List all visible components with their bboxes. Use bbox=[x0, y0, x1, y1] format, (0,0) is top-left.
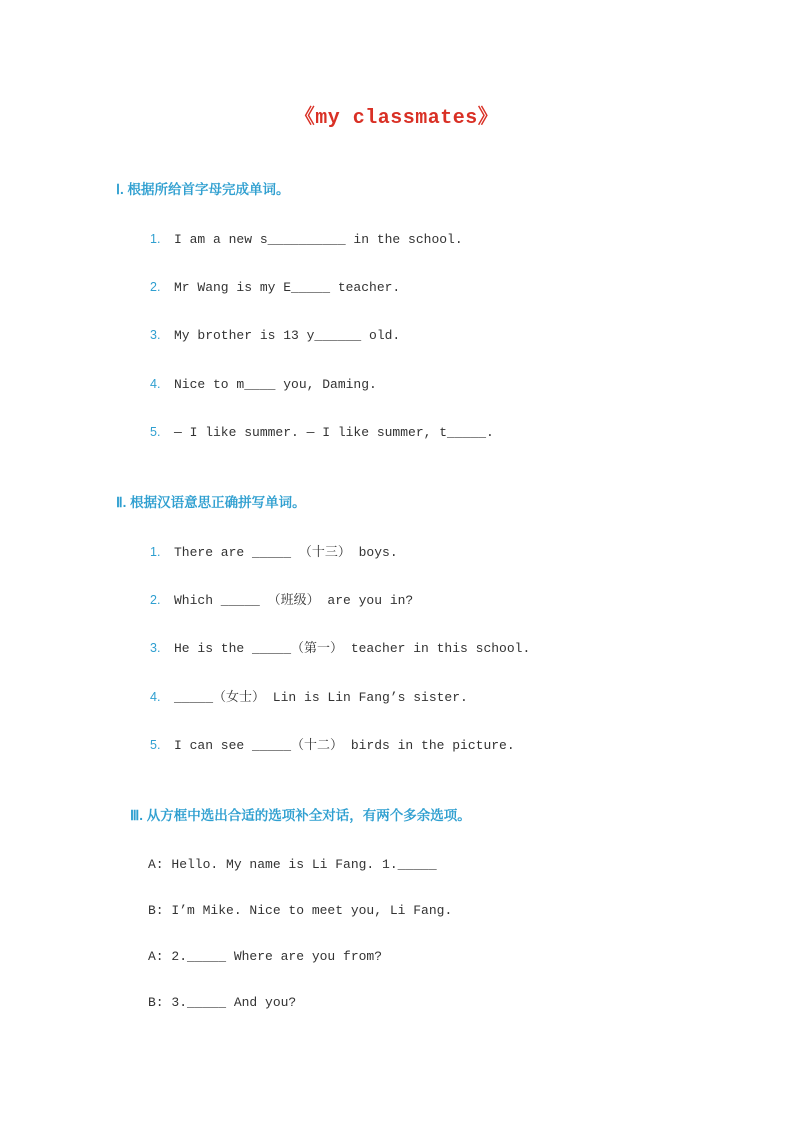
item-text: There are _____ （十三） boys. bbox=[174, 544, 398, 560]
item-number: 1. bbox=[150, 544, 161, 559]
item-number: 5. bbox=[150, 424, 161, 439]
item-text: Mr Wang is my E_____ teacher. bbox=[174, 280, 401, 296]
list-item bbox=[60, 544, 733, 562]
section-heading-1: Ⅰ. 根据所给首字母完成单词。 bbox=[116, 182, 290, 197]
item-number: 2. bbox=[150, 593, 161, 608]
section-heading-2: Ⅱ. 根据汉语意思正确拼写单词。 bbox=[116, 494, 306, 510]
dialog-line: B: I’m Mike. Nice to meet you, Li Fang. bbox=[148, 902, 453, 918]
list-item bbox=[60, 689, 733, 707]
dialog-line: B: 3._____ And you? bbox=[148, 994, 297, 1010]
item-text: I can see _____（十二） birds in the picture. bbox=[174, 737, 515, 753]
section-2-items bbox=[60, 544, 733, 755]
item-number: 3. bbox=[150, 328, 161, 343]
dialog-line: A: Hello. My name is Li Fang. 1._____ bbox=[148, 856, 437, 872]
item-number: 4. bbox=[150, 376, 161, 391]
list-item bbox=[60, 279, 733, 297]
list-item bbox=[60, 640, 733, 658]
item-text: _____（女士） Lin is Lin Fang’s sister. bbox=[174, 689, 468, 705]
list-item bbox=[60, 737, 733, 755]
section-heading-3: Ⅲ. 从方框中选出合适的选项补全对话，有两个多余选项。 bbox=[130, 807, 471, 823]
list-item bbox=[60, 424, 733, 442]
item-text: — I like summer. — I like summer, t_____. bbox=[174, 424, 494, 440]
page-title: 《my classmates》 bbox=[294, 107, 499, 130]
list-item bbox=[60, 327, 733, 345]
item-number: 4. bbox=[150, 689, 161, 704]
list-item bbox=[60, 376, 733, 394]
list-item bbox=[60, 231, 733, 249]
dialog-line: A: 2._____ Where are you from? bbox=[148, 948, 383, 964]
item-number: 3. bbox=[150, 641, 161, 656]
section-3-dialog bbox=[60, 857, 733, 1010]
section-1-items bbox=[60, 231, 733, 442]
item-number: 2. bbox=[150, 280, 161, 295]
list-item bbox=[60, 592, 733, 610]
item-text: I am a new s__________ in the school. bbox=[174, 232, 463, 247]
item-text: He is the _____（第一） teacher in this school. bbox=[174, 641, 531, 657]
item-text: Nice to m____ you, Daming. bbox=[174, 376, 377, 392]
item-text: My brother is 13 y______ old. bbox=[174, 328, 401, 344]
item-number: 5. bbox=[150, 737, 161, 752]
item-text: Which _____ （班级） are you in? bbox=[174, 593, 414, 609]
item-number: 1. bbox=[150, 232, 161, 246]
